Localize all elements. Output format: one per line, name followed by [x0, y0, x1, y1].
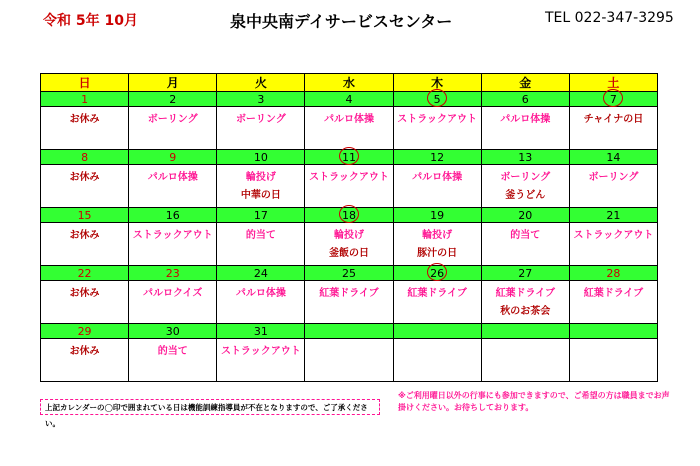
activity-label: ボーリング	[147, 114, 198, 125]
activity-row	[41, 107, 658, 150]
activity-label: ストラックアウト	[397, 114, 478, 125]
activity-label: お休み	[69, 346, 100, 357]
activity-label: ストラックアウト	[573, 230, 654, 241]
date-cell	[129, 324, 217, 339]
event-label: 釜うどん	[505, 190, 546, 201]
date-cell	[569, 208, 657, 223]
date-number: 20	[518, 208, 533, 222]
date-number: 4	[345, 92, 353, 106]
calendar-body	[41, 92, 658, 382]
activity-cell	[129, 223, 217, 266]
activity-label: ストラックアウト	[309, 172, 389, 183]
date-number: 2	[169, 92, 177, 106]
date-cell	[393, 208, 481, 223]
activity-cell	[41, 107, 129, 150]
date-cell	[129, 92, 217, 107]
activity-cell	[305, 165, 393, 208]
activity-cell	[569, 107, 657, 150]
date-row	[41, 208, 658, 223]
weekday-header: 金	[481, 74, 569, 92]
date-number: 13	[518, 150, 533, 164]
activity-cell	[41, 165, 129, 208]
date-number: 23	[165, 266, 180, 280]
activity-label: ボーリング	[500, 172, 551, 183]
activity-label: お休み	[69, 230, 100, 241]
date-row	[41, 150, 658, 165]
date-cell	[217, 150, 305, 165]
activity-label: 紅葉ドライブ	[319, 288, 379, 299]
date-number: 12	[430, 150, 445, 164]
date-number: 27	[518, 266, 533, 280]
activity-label: 紅葉ドライブ	[583, 288, 644, 299]
date-cell	[481, 208, 569, 223]
date-number: 25	[341, 266, 356, 280]
absence-note: 上記カレンダーの◯印で囲まれている日は機能訓練指導員が不在となりますので、ご了承ください。	[40, 399, 380, 415]
date-number: 24	[253, 266, 268, 280]
date-cell	[217, 208, 305, 223]
activity-label: 紅葉ドライブ	[407, 288, 467, 299]
date-number: 11	[341, 150, 356, 164]
page-title: 泉中央南デイサービスセンター	[230, 12, 453, 31]
date-number: 1	[81, 92, 89, 106]
activity-label: パルロ体操	[500, 114, 551, 125]
date-row	[41, 324, 658, 339]
date-cell	[569, 92, 657, 107]
activity-cell	[569, 339, 657, 382]
activity-label: 紅葉ドライブ	[495, 288, 555, 299]
date-number: 28	[606, 266, 621, 280]
activity-cell	[569, 223, 657, 266]
activity-label: 的当て	[245, 230, 276, 241]
activity-cell	[481, 223, 569, 266]
date-number: 17	[253, 208, 268, 222]
date-cell	[569, 150, 657, 165]
activity-label: ボーリング	[235, 114, 286, 125]
activity-label: ストラックアウト	[132, 230, 213, 241]
date-number: 7	[609, 92, 617, 106]
activity-cell	[129, 107, 217, 150]
activity-cell	[217, 339, 305, 382]
activity-cell	[569, 281, 657, 324]
event-label: 釜飯の日	[328, 248, 369, 259]
calendar-table	[40, 73, 658, 382]
activity-cell	[217, 281, 305, 324]
date-number: 15	[77, 208, 92, 222]
date-cell	[481, 150, 569, 165]
activity-label: パルロ体操	[147, 172, 198, 183]
activity-row	[41, 223, 658, 266]
date-cell	[305, 266, 393, 281]
weekday-header-row	[41, 74, 658, 92]
activity-label: 的当て	[157, 346, 188, 357]
date-number: 31	[253, 324, 268, 338]
event-label: チャイナの日	[583, 114, 644, 125]
absence-circle-icon	[427, 89, 447, 107]
date-cell	[305, 92, 393, 107]
date-number: 8	[81, 150, 89, 164]
activity-cell	[129, 281, 217, 324]
activity-cell	[393, 339, 481, 382]
date-cell	[481, 266, 569, 281]
activity-label: パルロクイズ	[143, 288, 203, 299]
activity-label: ストラックアウト	[220, 346, 301, 357]
activity-row	[41, 165, 658, 208]
date-row	[41, 266, 658, 281]
event-label: 豚汁の日	[417, 248, 458, 259]
event-label: 秋のお茶会	[500, 306, 551, 317]
activity-row	[41, 339, 658, 382]
activity-label: 輪投げ	[245, 172, 276, 183]
date-cell	[41, 324, 129, 339]
activity-cell	[41, 339, 129, 382]
activity-cell	[305, 223, 393, 266]
date-cell	[129, 150, 217, 165]
activity-label: パルロ体操	[323, 114, 374, 125]
date-number: 30	[165, 324, 180, 338]
activity-cell	[481, 107, 569, 150]
activity-label: 輪投げ	[422, 230, 453, 241]
date-row	[41, 92, 658, 107]
activity-label: パルロ体操	[235, 288, 286, 299]
weekday-header: 土	[569, 74, 657, 92]
weekday-header: 木	[393, 74, 481, 92]
date-cell	[569, 266, 657, 281]
date-cell	[129, 266, 217, 281]
activity-cell	[393, 281, 481, 324]
activity-label: お休み	[69, 114, 100, 125]
activity-cell	[393, 165, 481, 208]
date-cell	[217, 92, 305, 107]
date-cell	[41, 92, 129, 107]
phone-number: TEL 022-347-3295	[545, 10, 674, 26]
date-number: 5	[433, 92, 441, 106]
activity-cell	[129, 165, 217, 208]
date-cell	[41, 208, 129, 223]
date-cell	[217, 266, 305, 281]
activity-cell	[481, 165, 569, 208]
activity-cell	[393, 107, 481, 150]
activity-label: パルロ体操	[412, 172, 463, 183]
participation-note: ※ご利用曜日以外の行事にも参加できますので、ご希望の方は職員までお声掛けください。お待ちしております。	[398, 391, 670, 412]
activity-row	[41, 281, 658, 324]
date-cell	[481, 92, 569, 107]
date-number: 19	[430, 208, 445, 222]
activity-cell	[217, 223, 305, 266]
event-label: 中華の日	[240, 190, 281, 201]
activity-cell	[569, 165, 657, 208]
date-number: 22	[77, 266, 92, 280]
date-cell	[41, 150, 129, 165]
absence-circle-icon	[603, 89, 623, 107]
date-cell	[393, 150, 481, 165]
date-number: 14	[606, 150, 621, 164]
date-cell	[393, 324, 481, 339]
date-number: 6	[521, 92, 529, 106]
weekday-header: 日	[41, 74, 129, 92]
activity-cell	[217, 165, 305, 208]
date-number: 26	[430, 266, 445, 280]
date-cell	[305, 208, 393, 223]
activity-cell	[41, 223, 129, 266]
activity-label: 的当て	[510, 230, 541, 241]
date-number: 9	[169, 150, 177, 164]
date-number: 21	[606, 208, 621, 222]
activity-cell	[217, 107, 305, 150]
date-number: 3	[257, 92, 265, 106]
date-cell	[305, 324, 393, 339]
date-number: 29	[77, 324, 92, 338]
date-number: 10	[253, 150, 268, 164]
activity-cell	[305, 107, 393, 150]
activity-cell	[41, 281, 129, 324]
date-cell	[217, 324, 305, 339]
date-cell	[305, 150, 393, 165]
weekday-header: 水	[305, 74, 393, 92]
activity-cell	[481, 339, 569, 382]
absence-circle-icon	[427, 263, 447, 281]
date-cell	[129, 208, 217, 223]
activity-cell	[305, 281, 393, 324]
activity-label: 輪投げ	[333, 230, 364, 241]
date-cell	[569, 324, 657, 339]
activity-cell	[393, 223, 481, 266]
activity-label: ボーリング	[588, 172, 639, 183]
activity-cell	[129, 339, 217, 382]
activity-cell	[481, 281, 569, 324]
activity-cell	[305, 339, 393, 382]
absence-circle-icon	[339, 147, 359, 165]
activity-label: お休み	[69, 172, 100, 183]
absence-circle-icon	[339, 205, 359, 223]
date-cell	[393, 266, 481, 281]
date-number: 16	[165, 208, 180, 222]
date-number: 18	[341, 208, 356, 222]
weekday-header: 月	[129, 74, 217, 92]
date-cell	[481, 324, 569, 339]
weekday-header: 火	[217, 74, 305, 92]
activity-label: お休み	[69, 288, 100, 299]
calendar-month: 令和 5年 10月	[43, 13, 138, 29]
date-cell	[393, 92, 481, 107]
date-cell	[41, 266, 129, 281]
